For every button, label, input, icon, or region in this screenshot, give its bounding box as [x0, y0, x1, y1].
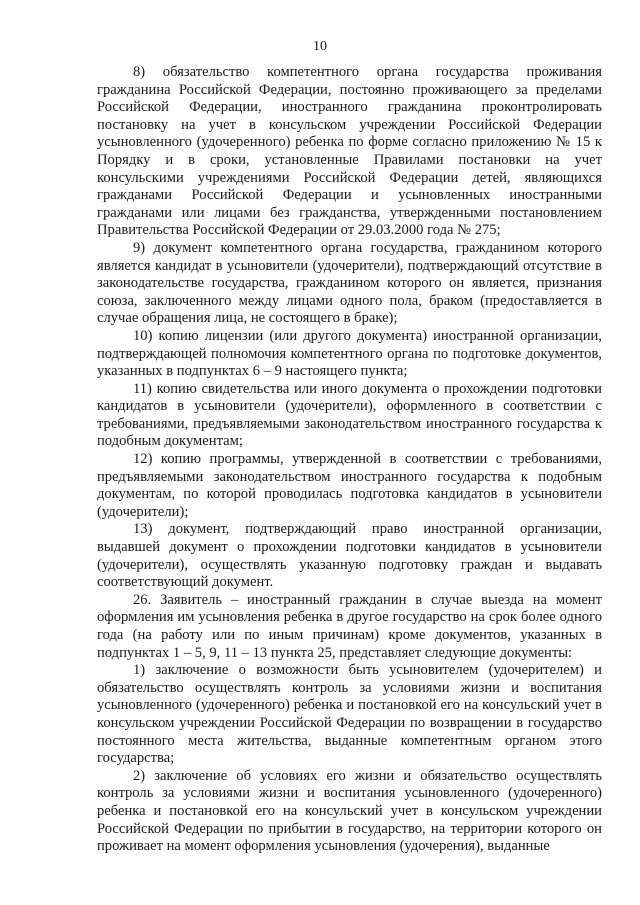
- paragraph-subitem-2: 2) заключение об условиях его жизни и обязательство осуществлять контроль за условиями жизни и воспитания усыновленного (удочеренного) ребенка и постановкой его на консульский учет в консульском учреждении Российской Федерации по прибытии в государство, на территории которого он проживает на момент оформления усыновления (удочерения), выданные: [97, 767, 602, 855]
- paragraph-item-12: 12) копию программы, утвержденной в соответствии с требованиями, предъявляемыми законодательством иностранного государства к подобным документам, по которой проводилась подготовка кандидатов в усыновители (удочерители);: [97, 451, 602, 520]
- paragraph-item-8: 8) обязательство компетентного органа государства проживания гражданина Российской Федерации, постоянно проживающего за пределами Российской Федерации, иностранного гражданина проконтролировать постановку на учет в консульском учреждении Российской Федерации усыновленного (удочеренного) ребенка по форме согласно приложению № 15 к Порядку и в сроки, установленные Правилами постановки на учет консульскими учреждениями Российской Федерации детей, являющихся гражданами Российской Федерации и усыновленных иностранными гражданами или лицами без гражданства, утвержденными постановлением Правительства Российской Федерации от 29.03.2000 года № 275;: [97, 64, 602, 239]
- paragraph-item-10: 10) копию лицензии (или другого документа) иностранной организации, подтверждающей полномочия компетентного органа по подготовке документов, указанных в подпунктах 6 – 9 настоящего пункта;: [97, 327, 602, 380]
- document-body: [97, 64, 602, 856]
- paragraph-item-13: 13) документ, подтверждающий право иностранной организации, выдавшей документ о прохождении подготовки кандидатов в усыновители (удочерители), осуществлять указанную подготовку граждан и выдавать соответствующий документ.: [97, 521, 602, 591]
- paragraph-item-9: 9) документ компетентного органа государства, гражданином которого является кандидат в усыновители (удочерители), подтверждающий отсутствие в законодательстве государства, гражданином которого он является, признания союза, заключенного между лицами одного пола, браком (предоставляется в случае обращения лица, не состоящего в браке);: [97, 239, 602, 327]
- paragraph-clause-26: 26. Заявитель – иностранный гражданин в случае выезда на момент оформления им усыновления ребенка в другое государство на срок более одного года (на работу или по иным причинам) кроме документов, указанных в подпунктах 1 – 5, 9, 11 – 13 пункта 25, представляет следующие документы:: [97, 591, 602, 661]
- paragraph-subitem-1: 1) заключение о возможности быть усыновителем (удочерителем) и обязательство осуществлять контроль за условиями жизни и воспитания усыновленного (удочеренного) ребенка и постановкой его на консульский учет в консульском учреждении Российской Федерации по возвращении в государство постоянного места жительства, выданные компетентным органом этого государства;: [97, 662, 602, 767]
- paragraph-item-11: 11) копию свидетельства или иного документа о прохождении подготовки кандидатов в усыновители (удочерители), оформленного в соответствии с требованиями, предъявляемыми законодательством иностранного государства к подобным документам;: [97, 380, 602, 450]
- page-number: 10: [313, 39, 327, 54]
